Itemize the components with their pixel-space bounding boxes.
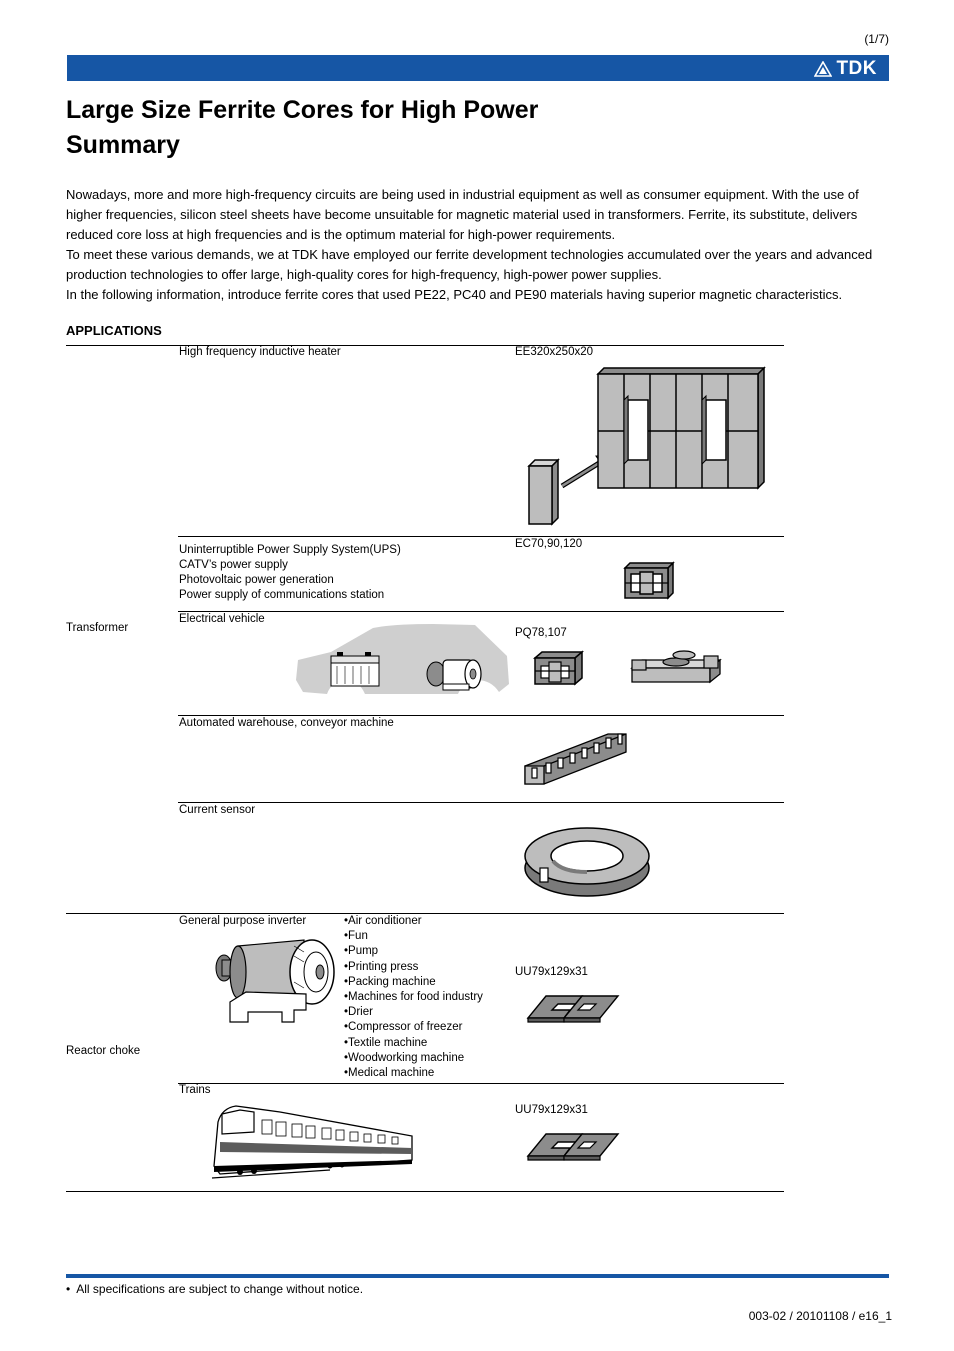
row-divider [178,611,784,612]
group-label-transformer: Transformer [66,622,129,634]
intro-text [66,185,894,305]
core-name: UU79x129x31 [515,1104,588,1116]
list-item: • Textile machine [344,1036,483,1051]
core-name: UU79x129x31 [515,966,588,978]
application-label: General purpose inverter [179,915,307,927]
application-label: Trains [179,1084,211,1096]
application-label: High frequency inductive heater [179,346,341,358]
page-title [66,93,538,163]
application-label: Power supply of communications station [179,589,385,601]
intro-paragraph: In the following information, introduce ferrite cores that used PE22, PC40 and PE90 materials having superior magnetic characteristics. [66,287,843,302]
list-item: • Packing machine [344,975,483,990]
list-item: • Fun [344,929,483,944]
comb-core-illustration [522,732,630,786]
inverter-uses-list [344,914,483,1081]
title-line-2: Summary [66,131,180,159]
intro-paragraph: To meet these various demands, we at TDK have employed our ferrite development technologies accumulated over the years and advanced production technologies to offer large, high-quality cores for high-frequency, high-power power supplies. [66,247,873,282]
application-label: Photovoltaic power generation [179,574,334,586]
list-item: • Air conditioner [344,914,483,929]
core-name: PQ78,107 [515,627,567,639]
list-item: • Pump [344,944,483,959]
ec-core-illustration [622,560,676,600]
list-item: • Printing press [344,960,483,975]
ee-core-illustration [520,364,770,528]
footer-rule [66,1274,889,1278]
intro-paragraph: Nowadays, more and more high-frequency circuits are being used in industrial equipment as well as consumer equipment. With the use of higher frequencies, silicon steel sheets have become unsuitable for magnetic material used in transformers. Ferrite, its substitute, delivers reduced core loss at high frequencies and is the optimum material for high-power requirements. [66,187,859,242]
applications-heading: APPLICATIONS [66,323,162,338]
document-id: 003-02 / 20101108 / e16_1 [748,1309,892,1323]
table-rule-bottom [66,1191,784,1192]
title-line-1: Large Size Ferrite Cores for High Power [66,96,539,124]
list-item: • Machines for food industry [344,990,483,1005]
train-illustration [210,1102,416,1180]
tdk-logo [814,58,877,80]
footnote-text: All specifications are subject to change without notice. [76,1282,364,1296]
core-name: EC70,90,120 [515,538,583,550]
row-divider [178,1083,784,1084]
ring-core-illustration [522,820,652,898]
pq-core-illustration [532,648,586,686]
tdk-logo-text: TDK [836,58,877,79]
motor-illustration [208,932,342,1024]
application-label: Electrical vehicle [179,613,265,625]
row-divider [178,536,784,537]
list-item: • Drier [344,1005,483,1020]
header-banner [67,55,889,81]
application-label: Automated warehouse, conveyor machine [179,717,394,729]
list-item: • Woodworking machine [344,1051,483,1066]
core-name: EE320x250x20 [515,346,594,358]
application-label: Uninterruptible Power Supply System(UPS) [179,544,401,556]
list-item: • Compressor of freezer [344,1020,483,1035]
electric-car-illustration [293,622,513,704]
tdk-emblem-icon [814,61,832,77]
page-number: (1/7) [864,32,889,46]
table-rule-top [66,345,784,346]
list-item: • Medical machine [344,1066,483,1081]
footnote: • All specifications are subject to change without notice. [66,1282,364,1296]
pq-core-half-illustration [628,650,724,686]
row-divider [178,802,784,803]
application-label: CATV’s power supply [179,559,288,571]
application-label: Current sensor [179,804,256,816]
uu-core-illustration [522,988,622,1024]
group-label-reactor: Reactor choke [66,1045,141,1057]
uu-core-illustration [522,1126,622,1162]
